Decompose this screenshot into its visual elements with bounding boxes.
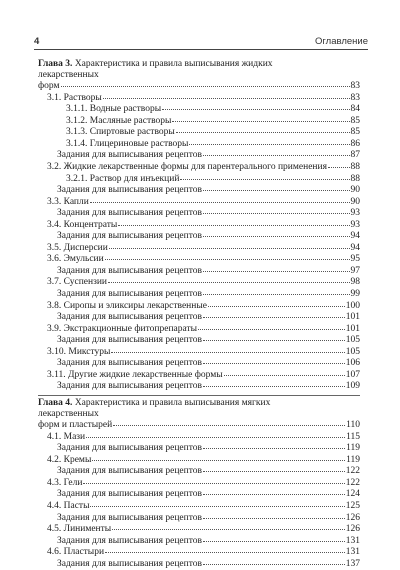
page-ref: 124 (345, 489, 360, 500)
entry-title: 3.1.4. Глицериновые растворы (66, 138, 189, 149)
chapter-title-text: форм (38, 81, 60, 92)
dot-leader (103, 91, 350, 99)
page-ref: 98 (350, 277, 360, 288)
entry-title: Задания для выписывания рецептов (57, 312, 202, 323)
dot-leader (203, 333, 345, 341)
dot-leader (113, 418, 345, 426)
dot-leader (189, 137, 349, 145)
page-ref: 115 (346, 431, 360, 442)
page-ref: 122 (345, 477, 360, 488)
entry-title: 4.6. Пластыри (47, 547, 105, 558)
entry-title: Задания для выписывания рецептов (57, 512, 202, 523)
entry-title: Задания для выписывания рецептов (57, 335, 202, 346)
page-ref: 126 (345, 512, 360, 523)
entry-title: Задания для выписывания рецептов (57, 231, 202, 242)
dot-leader (86, 430, 345, 438)
dot-leader (208, 299, 345, 307)
page-number: 4 (34, 36, 40, 47)
chapter-heading (38, 398, 360, 431)
page-ref: 125 (345, 500, 360, 511)
entry-title: 3.2. Жидкие лекарственные формы для парентерального применения (47, 162, 327, 173)
dot-leader (90, 499, 344, 507)
dot-leader (105, 252, 350, 260)
dot-leader (112, 522, 345, 530)
page-ref: 106 (345, 358, 360, 369)
dot-leader (203, 148, 350, 156)
table-of-contents (38, 59, 360, 569)
dot-leader (203, 310, 345, 318)
dot-leader (203, 206, 350, 214)
entry-title: Задания для выписывания рецептов (57, 289, 202, 300)
chapter-title-line1 (38, 398, 360, 419)
page-ref: 85 (350, 115, 360, 126)
entry-title: 3.3. Капли (47, 196, 89, 207)
dot-leader (203, 511, 345, 519)
header-divider (34, 49, 368, 50)
entry-title: 3.1.2. Масляные растворы (66, 115, 172, 126)
chapter-label: Глава 4. (38, 397, 73, 408)
dot-leader (83, 476, 344, 484)
entry-title: Задания для выписывания рецептов (57, 466, 202, 477)
running-title: Оглавление (315, 36, 368, 47)
chapter-title-line1 (38, 59, 360, 80)
page-ref: 90 (350, 196, 360, 207)
toc-entry (38, 558, 360, 570)
page-ref: 131 (345, 547, 360, 558)
dot-leader (90, 195, 350, 203)
entry-title: 3.9. Экстракционные фитопрепараты (47, 323, 198, 334)
page-ref: 119 (346, 443, 360, 454)
entry-title: 3.7. Суспензии (47, 277, 107, 288)
entry-title: Задания для выписывания рецептов (57, 208, 202, 219)
dot-leader (172, 114, 349, 122)
dot-leader (203, 557, 345, 565)
chapter-divider (38, 395, 360, 396)
toc-entry (38, 149, 360, 161)
page-ref: 105 (345, 335, 360, 346)
dot-leader (176, 125, 350, 133)
dot-leader (61, 79, 350, 87)
page-ref: 83 (350, 81, 360, 92)
entry-title: Задания для выписывания рецептов (57, 358, 202, 369)
page-ref: 88 (350, 173, 360, 184)
dot-leader (203, 464, 345, 472)
page-ref: 93 (350, 219, 360, 230)
entry-title: 4.3. Гели (47, 477, 83, 488)
dot-leader (109, 241, 350, 249)
toc-entry (38, 380, 360, 392)
page-ref: 86 (350, 138, 360, 149)
entry-title: Задания для выписывания рецептов (57, 535, 202, 546)
page-ref: 122 (345, 466, 360, 477)
chapter-heading (38, 59, 360, 92)
chapter-title-text: Характеристика и правила выписывания мягких лекарственных (38, 397, 271, 419)
page-ref: 93 (350, 208, 360, 219)
page-ref: 84 (350, 104, 360, 115)
entry-title: 3.6. Эмульсии (47, 254, 104, 265)
dot-leader (203, 356, 345, 364)
page-ref: 99 (350, 289, 360, 300)
page-ref: 90 (350, 185, 360, 196)
page-ref: 105 (345, 346, 360, 357)
page-ref: 110 (346, 420, 360, 431)
page-ref: 83 (350, 92, 360, 103)
dot-leader (105, 545, 345, 553)
dot-leader (328, 160, 350, 168)
page-ref: 100 (345, 300, 360, 311)
dot-leader (198, 322, 345, 330)
page-ref: 101 (345, 312, 360, 323)
chapter-label: Глава 3. (38, 59, 73, 69)
entry-title: 3.1.1. Водные растворы (66, 104, 162, 115)
entry-title: Задания для выписывания рецептов (57, 558, 202, 569)
dot-leader (203, 264, 350, 272)
dot-leader (203, 534, 345, 542)
dot-leader (162, 102, 349, 110)
entry-title: 4.1. Мази (47, 431, 86, 442)
page-ref: 137 (345, 558, 360, 569)
dot-leader (203, 183, 350, 191)
page-ref: 94 (350, 231, 360, 242)
entry-title: Задания для выписывания рецептов (57, 443, 202, 454)
entry-title: Задания для выписывания рецептов (57, 265, 202, 276)
chapter-title-text: Характеристика и правила выписывания жидких лекарственных (38, 59, 273, 80)
dot-leader (180, 172, 349, 180)
dot-leader (118, 218, 349, 226)
page-ref: 94 (350, 242, 360, 253)
entry-title: 3.11. Другие жидкие лекарственные формы (47, 369, 223, 380)
page-ref: 101 (345, 323, 360, 334)
entry-title: Задания для выписывания рецептов (57, 489, 202, 500)
dot-leader (203, 379, 345, 387)
entry-title: 3.10. Микстуры (47, 346, 111, 357)
entry-title: 3.8. Сиропы и эликсиры лекарственные (47, 300, 207, 311)
page-ref: 85 (350, 127, 360, 138)
page-ref: 107 (345, 369, 360, 380)
entry-title: 4.2. Кремы (47, 454, 92, 465)
entry-title: 3.5. Дисперсии (47, 242, 108, 253)
entry-title: 3.2.1. Раствор для инъекций (66, 173, 180, 184)
entry-title: 3.1.3. Спиртовые растворы (66, 127, 175, 138)
page-ref: 126 (345, 524, 360, 535)
page-ref: 131 (345, 535, 360, 546)
page-ref: 95 (350, 254, 360, 265)
dot-leader (203, 487, 345, 495)
dot-leader (203, 287, 350, 295)
page-ref: 88 (350, 162, 360, 173)
entry-title: 3.4. Концентраты (47, 219, 118, 230)
page-ref: 109 (345, 381, 360, 392)
entry-title: Задания для выписывания рецептов (57, 150, 202, 161)
dot-leader (224, 368, 345, 376)
dot-leader (203, 229, 350, 237)
entry-title: 4.4. Пасты (47, 500, 90, 511)
chapter-title-text: форм и пластырей (38, 420, 113, 431)
entry-title: 3.1. Растворы (47, 92, 102, 103)
page-ref: 97 (350, 265, 360, 276)
dot-leader (108, 275, 350, 283)
entry-title: 4.5. Линименты (47, 524, 112, 535)
entry-title: Задания для выписывания рецептов (57, 381, 202, 392)
dot-leader (111, 345, 344, 353)
page-ref: 87 (350, 150, 360, 161)
page-ref: 119 (346, 454, 360, 465)
dot-leader (203, 441, 345, 449)
entry-title: Задания для выписывания рецептов (57, 185, 202, 196)
dot-leader (92, 453, 345, 461)
